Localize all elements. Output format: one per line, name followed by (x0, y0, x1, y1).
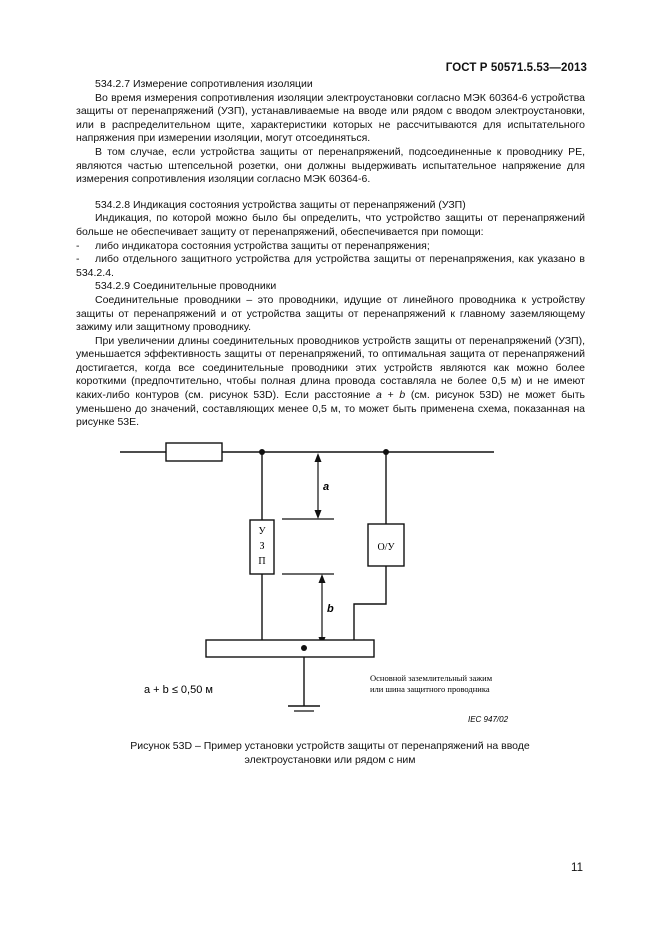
plus-sign: + (387, 389, 394, 402)
list-item-text: либо индикатора состояния устройства защиты от перенапряжения; (95, 239, 430, 252)
standard-code: ГОСТ Р 50571.5.53—2013 (445, 62, 587, 74)
spd-letter: У (258, 526, 266, 537)
fuse-symbol (166, 443, 222, 461)
caption-line: электроустановки или рядом с ним (244, 753, 416, 766)
dash-marker: - (76, 239, 80, 252)
paragraph: Соединительные проводники – это проводники, идущие от линейного проводника к устройству защиты от перенапряжений и от устройства защиты от перенапряжений к главному заземляющему зажиму или защитному проводнику. (76, 293, 585, 334)
section-title-534-2-8: 534.2.8 Индикация состояния устройства защиты от перенапряжений (УЗП) (95, 198, 466, 211)
dimension-arrow (315, 453, 322, 462)
list-item (76, 253, 585, 280)
figure-caption (100, 740, 560, 767)
terminal-label-line2: или шина защитного проводника (370, 684, 490, 694)
caption-line: Рисунок 53D – Пример установки устройств защиты от перенапряжений на вводе (130, 740, 530, 752)
section-title-534-2-9: 534.2.9 Соединительные проводники (95, 280, 277, 293)
document-body (76, 78, 585, 430)
paragraph (76, 335, 585, 430)
iec-reference: IEC 947/02 (468, 715, 509, 724)
terminal-label-line1: Основной заземлительный зажим (370, 673, 493, 683)
dimension-arrow (315, 510, 322, 519)
dash-marker: - (76, 253, 80, 266)
paragraph-text: При увеличении длины соединительных проводников устройств защиты от перенапряжений (УЗП), уменьшается эффективность защиты от перенапряжений, то оптимальная защита от перенапряжений достигается, когда все соединительные проводники этих устройств являются как можно более короткими (предпочтительно, чтобы полная длина провода составляла не более 0,5 м) и не имеют каких-либо контуров (см. рисунок 53D). Если расстояние (76, 334, 585, 402)
junction-dot (301, 645, 307, 651)
ou-label: О/У (377, 542, 395, 553)
ou-earth-wire (354, 566, 386, 648)
paragraph-text: (см. рисунок 53D) не может быть уменьшено до значений, составляющих менее 0,5 м, то может быть применена схема, показанная на рисунке 53E. (76, 389, 586, 429)
spd-letter: П (258, 556, 266, 567)
paragraph: Индикация, по которой можно было бы определить, что устройство защиты от перенапряжений больше не обеспечивает защиту от перенапряжений, обеспечивается при помощи: (76, 212, 585, 238)
spd-letter: З (259, 541, 265, 552)
length-formula: a + b ≤ 0,50 м (144, 684, 213, 696)
paragraph: Во время измерения сопротивления изоляции электроустановки согласно МЭК 60364-6 устройства защиты от перенапряжений (УЗП), устанавливаемые на вводе или рядом с вводом электроустановки, или в распределительном щите, характеристики которых не рассчитываются для испытательного напряжения при измерении изоляции, могут отсоединяться. (76, 91, 585, 145)
dimension-arrow (319, 574, 326, 583)
dimension-label-b: b (327, 603, 334, 615)
variable-b: b (399, 389, 406, 402)
section-title-534-2-7: 534.2.7 Измерение сопротивления изоляции (95, 78, 313, 90)
page-number: 11 (571, 862, 583, 874)
main-earthing-terminal-bar (206, 640, 374, 657)
list-item-text: либо отдельного защитного устройства для устройства защиты от перенапряжения, как указано в 534.2.4. (76, 253, 585, 279)
variable-a: a (376, 389, 382, 402)
list-item (76, 240, 585, 254)
paragraph: В том случае, если устройства защиты от перенапряжений, подсоединенные к проводнику PE, являются частью штепсельной розетки, они должны выдерживать испытательное напряжение для измерения сопротивления изоляции согласно МЭК 60364-6. (76, 145, 585, 186)
dimension-label-a: a (323, 481, 330, 493)
